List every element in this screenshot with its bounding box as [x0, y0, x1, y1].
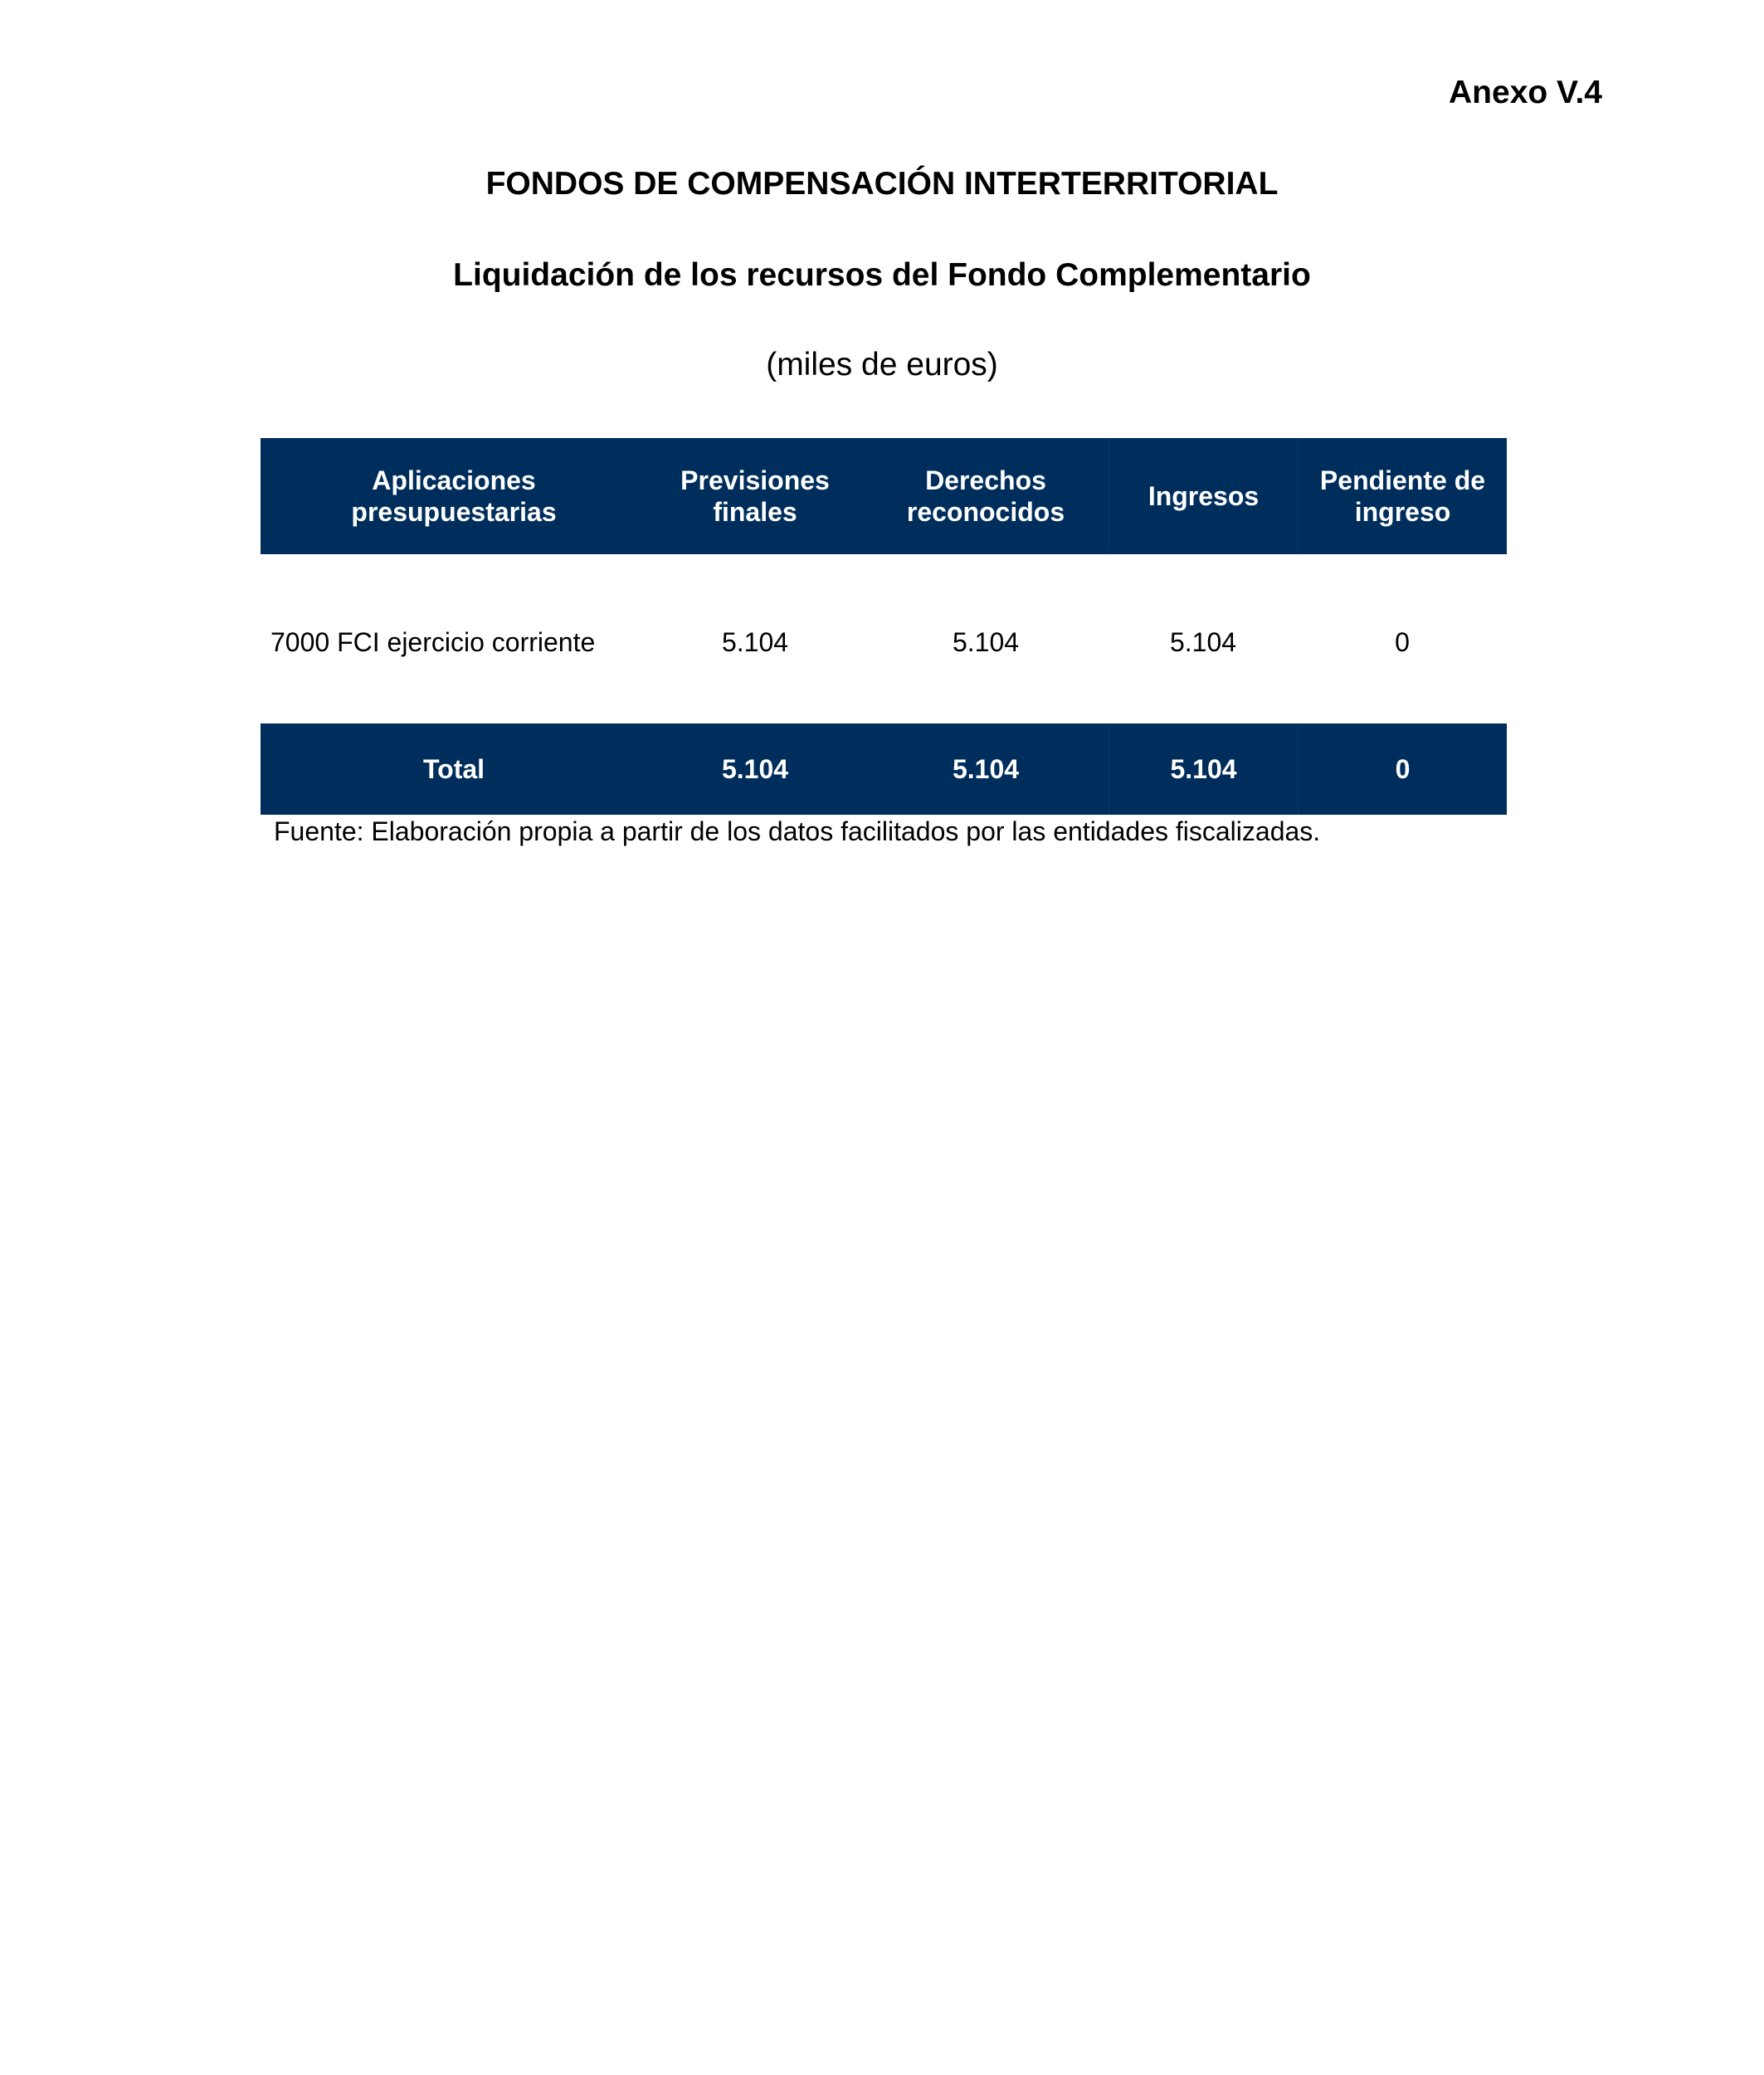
document-subtitle: Liquidación de los recursos del Fondo Complementario: [453, 257, 1311, 293]
source-note: Fuente: Elaboración propia a partir de los datos facilitados por las entidades fiscalizadas.: [274, 816, 1321, 846]
table-header-row: [261, 438, 1507, 554]
header-pendiente: Pendiente de ingreso: [1298, 438, 1507, 554]
table-total-row: [261, 723, 1507, 815]
header-derechos: Derechos reconocidos: [906, 465, 1065, 527]
total-derechos: 5.104: [952, 754, 1020, 784]
total-label: Total: [422, 754, 485, 784]
row-aplicacion: 7000 FCI ejercicio corriente: [270, 627, 596, 657]
annex-label: Anexo V.4: [1449, 75, 1602, 110]
units-label: (miles de euros): [766, 347, 998, 382]
table-row: [261, 554, 1507, 723]
total-pendiente: 0: [1298, 723, 1507, 815]
row-ingresos: 5.104: [1169, 627, 1237, 657]
row-derechos: 5.104: [952, 627, 1020, 657]
total-ingresos: 5.104: [1109, 723, 1298, 815]
liquidation-table: [261, 438, 1507, 815]
total-previsiones: 5.104: [721, 754, 789, 784]
header-ingresos: Ingresos: [1109, 438, 1298, 554]
document-title: FONDOS DE COMPENSACIÓN INTERTERRITORIAL: [485, 166, 1279, 202]
row-pendiente: 0: [1395, 627, 1410, 657]
header-previsiones: Previsiones finales: [680, 465, 830, 527]
row-previsiones: 5.104: [721, 627, 789, 657]
header-aplicaciones: Aplicaciones presupuestarias: [351, 465, 557, 527]
